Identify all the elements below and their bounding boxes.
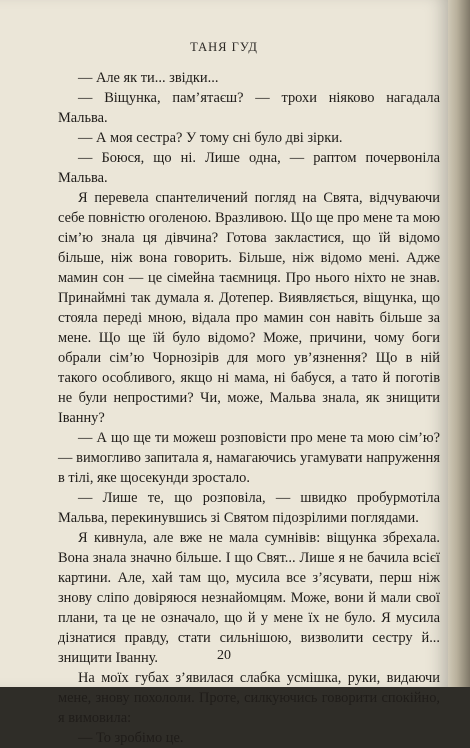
paragraph: — То зробімо це.: [78, 730, 184, 746]
paragraph: — Але як ти... звідки...: [78, 70, 219, 86]
paragraph: Я перевела спантеличений погляд на Свята, відчуваючи себе повністю оголеною. Вразливою. Що ще про мене та мою сім’ю знала ця дівчина? Готова закластися, що їй відомо більше, ніж вона говорить. Більше, ніж відомо мені. Адже мамин сон — це сімейна таємниця. Про нього ніхто не знав. Принаймні так думала я. Дотепер. Виявляється, віщунка, що стояла переді мною, відала про мамин сон навіть більше за мене. Що ще їй було відомо? Може, причини, чому боги обрали сім’ю Чорнозірів для мого ув’язнення? Що в ній такого особливого, якщо ні мама, ні бабуся, а тато й поготів не були непростими? Чи, може, Мальва знала, як знищити Іванну?: [58, 190, 440, 426]
paragraph: Я кивнула, але вже не мала сумнівів: віщунка збрехала. Вона знала значно більше. І що Свят... Лише я не бачила всієї картини. Але, хай там що, мусила все з’ясувати, перш ніж знову сліпо довіряюся незнайомцям. Може, вони й мали свої плани, та це не означало, що й у мене їх не було. Я мусила дізнатися правду, стати сильнішою, визволити сестру й... знищити Іванну.: [58, 530, 440, 666]
page-number: 20: [217, 648, 231, 663]
paragraph: На моїх губах з’явилася слабка усмішка, руки, видаючи мене, знову похололи. Проте, силкуючись говорити спокійно, я вимовила:: [58, 670, 440, 726]
body-text: [58, 68, 440, 748]
paragraph: — Лише те, що розповіла, — швидко пробурмотіла Мальва, перекинувшись зі Святом підозрілими поглядами.: [58, 490, 440, 526]
paragraph: — А що ще ти можеш розповісти про мене та мою сім’ю? — вимогливо запитала я, намагаючись угамувати напруження в тілі, яке щосекунди зростало.: [58, 430, 440, 486]
paragraph: — А моя сестра? У тому сні було дві зірки.: [78, 130, 343, 146]
running-head: ТАНЯ ГУД: [190, 40, 258, 54]
paragraph: — Віщунка, пам’ятаєш? — трохи ніяково нагадала Мальва.: [58, 90, 440, 126]
paragraph: — Боюся, що ні. Лише одна, — раптом почервоніла Мальва.: [58, 150, 440, 186]
page-edge: [448, 0, 470, 687]
